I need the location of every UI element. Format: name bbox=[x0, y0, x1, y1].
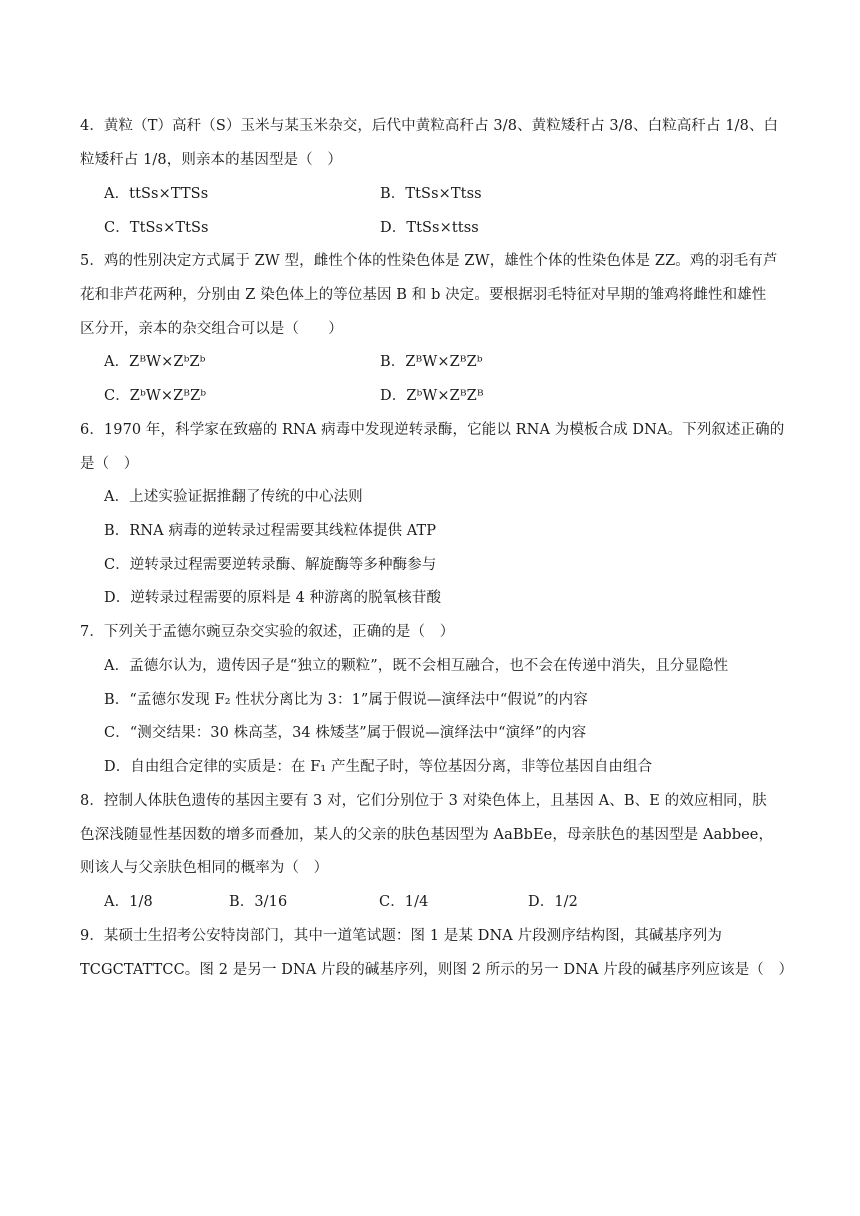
q7-option-b: B．“孟德尔发现 F₂ 性状分离比为 3：1”属于假说—演绎法中“假说”的内容 bbox=[104, 692, 588, 708]
q8-option-b: B．3/16 bbox=[229, 894, 288, 910]
q5-stem-line3: 区分开，亲本的杂交组合可以是（ ） bbox=[80, 321, 343, 337]
q8-option-d: D．1/2 bbox=[528, 894, 578, 910]
q6-option-c: C．逆转录过程需要逆转录酶、解旋酶等多种酶参与 bbox=[104, 557, 437, 573]
q6-option-d: D．逆转录过程需要的原料是 4 种游离的脱氧核苷酸 bbox=[104, 590, 442, 606]
q7-option-d: D．自由组合定律的实质是：在 F₁ 产生配子时，等位基因分离，非等位基因自由组合 bbox=[104, 759, 653, 775]
q5-option-b: B．ZᴮW×ZᴮZᵇ bbox=[380, 354, 483, 370]
q9-stem-line1: 9．某硕士生招考公安特岗部门，其中一道笔试题：图 1 是某 DNA 片段测序结构图，其碱基序列为 bbox=[80, 928, 722, 944]
q7-stem-line1: 7．下列关于孟德尔豌豆杂交实验的叙述，正确的是（ ） bbox=[80, 624, 455, 640]
q8-stem-line3: 则该人与父亲肤色相同的概率为（ ） bbox=[80, 860, 329, 876]
q5-stem-line1: 5．鸡的性别决定方式属于 ZW 型，雌性个体的性染色体是 ZW，雄性个体的性染色体是 ZZ。鸡的羽毛有芦 bbox=[80, 253, 778, 269]
q8-stem-line1: 8．控制人体肤色遗传的基因主要有 3 对，它们分别位于 3 对染色体上，且基因 A、B、E 的效应相同，肤 bbox=[80, 793, 767, 809]
q6-option-a: A．上述实验证据推翻了传统的中心法则 bbox=[104, 489, 363, 505]
q4-option-d: D．TtSs×ttss bbox=[380, 220, 479, 236]
q4-option-a: A．ttSs×TTSs bbox=[104, 186, 209, 202]
q5-stem-line2: 花和非芦花两种，分别由 Z 染色体上的等位基因 B 和 b 决定。要根据羽毛特征对早期的雏鸡将雌性和雄性 bbox=[80, 287, 767, 303]
q6-stem-line2: 是（ ） bbox=[80, 456, 139, 472]
q7-option-c: C．“测交结果：30 株高茎，34 株矮茎”属于假说—演绎法中“演绎”的内容 bbox=[104, 725, 587, 741]
q4-option-c: C．TtSs×TtSs bbox=[104, 220, 209, 236]
q5-option-d: D．ZᵇW×ZᴮZᴮ bbox=[380, 388, 484, 404]
q8-stem-line2: 色深浅随显性基因数的增多而叠加，某人的父亲的肤色基因型为 AaBbEe，母亲肤色的基因型是 Aabbee， bbox=[80, 827, 774, 843]
q9-stem-line2: TCGCTATTCC。图 2 是另一 DNA 片段的碱基序列，则图 2 所示的另一 DNA 片段的碱基序列应该是（ ） bbox=[80, 962, 794, 978]
q5-option-a: A．ZᴮW×ZᵇZᵇ bbox=[104, 354, 206, 370]
q6-option-b: B．RNA 病毒的逆转录过程需要其线粒体提供 ATP bbox=[104, 523, 437, 539]
q7-option-a: A．孟德尔认为，遗传因子是“独立的颗粒”，既不会相互融合，也不会在传递中消失，且分显隐性 bbox=[104, 658, 729, 674]
q8-option-c: C．1/4 bbox=[379, 894, 429, 910]
q8-option-a: A．1/8 bbox=[104, 894, 153, 910]
q6-stem-line1: 6．1970 年，科学家在致癌的 RNA 病毒中发现逆转录酶，它能以 RNA 为模板合成 DNA。下列叙述正确的 bbox=[80, 422, 785, 438]
q4-option-b: B．TtSs×Ttss bbox=[380, 186, 482, 202]
q5-option-c: C．ZᵇW×ZᴮZᵇ bbox=[104, 388, 207, 404]
q4-stem-line1: 4．黄粒（T）高秆（S）玉米与某玉米杂交，后代中黄粒高秆占 3/8、黄粒矮秆占 3/8、白粒高秆占 1/8、白 bbox=[80, 118, 779, 134]
q4-stem-line2: 粒矮秆占 1/8，则亲本的基因型是（ ） bbox=[80, 152, 342, 168]
